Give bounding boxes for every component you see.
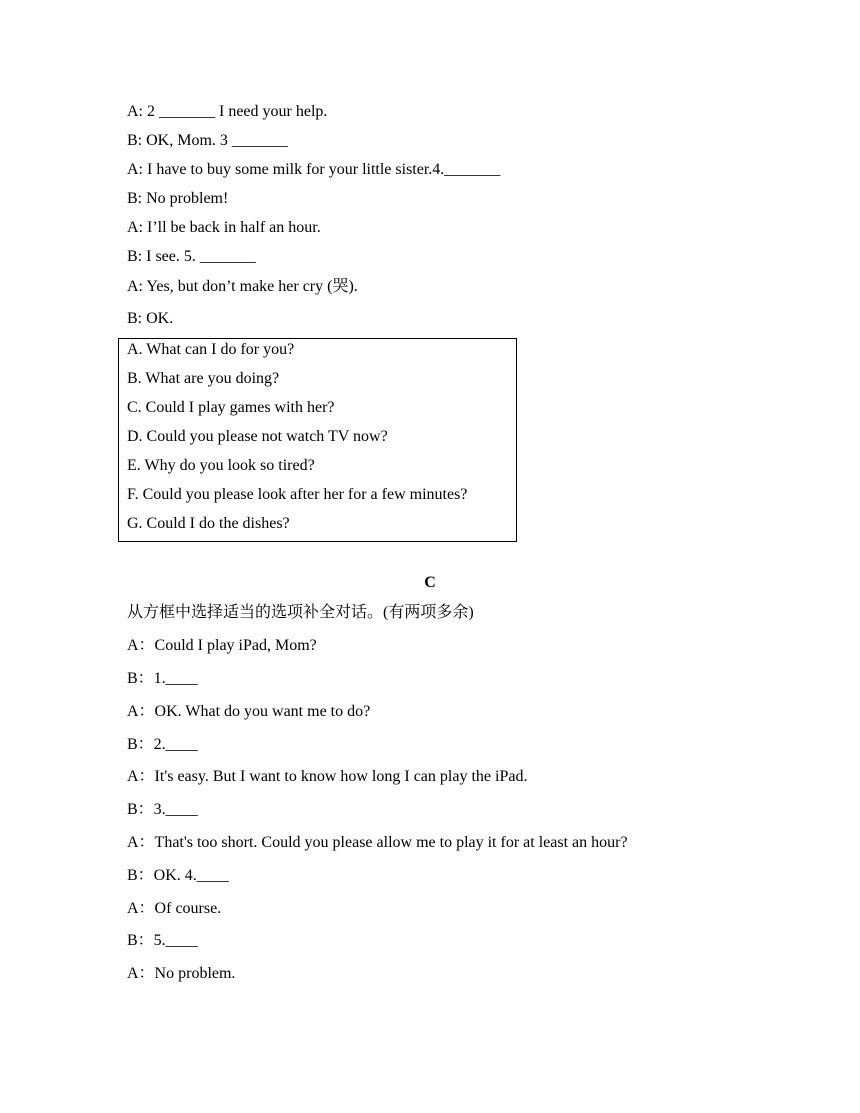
section-instruction: 从方框中选择适当的选项补全对话。(有两项多余) [127, 604, 474, 621]
dialogue-line: B：1.____ [127, 670, 198, 687]
dialogue-line: A：Of course. [127, 900, 222, 917]
dialogue-line: B：OK. 4.____ [127, 867, 229, 884]
option-item: D. Could you please not watch TV now? [127, 428, 388, 445]
dialogue-line: B: I see. 5. _______ [127, 248, 256, 265]
option-item: C. Could I play games with her? [127, 399, 335, 416]
option-item: B. What are you doing? [127, 370, 280, 387]
dialogue-line: B: OK. [127, 310, 174, 327]
option-item: F. Could you please look after her for a few minutes? [127, 486, 468, 503]
dialogue-line: A: I have to buy some milk for your little sister.4._______ [127, 161, 501, 178]
section-title: C [424, 574, 436, 591]
options-box [118, 338, 517, 542]
dialogue-line: A: 2 _______ I need your help. [127, 103, 328, 120]
dialogue-line: A：No problem. [127, 965, 236, 982]
dialogue-line: A: I’ll be back in half an hour. [127, 219, 321, 236]
dialogue-line: A：Could I play iPad, Mom? [127, 637, 317, 654]
dialogue-line: A：OK. What do you want me to do? [127, 703, 371, 720]
dialogue-line: B：3.____ [127, 801, 198, 818]
option-item: E. Why do you look so tired? [127, 457, 315, 474]
dialogue-line: A：That's too short. Could you please allow me to play it for at least an hour? [127, 834, 628, 851]
dialogue-line: B：5.____ [127, 932, 198, 949]
dialogue-line: B: OK, Mom. 3 _______ [127, 132, 288, 149]
dialogue-line: A: Yes, but don’t make her cry (哭). [127, 278, 358, 295]
dialogue-line: B: No problem! [127, 190, 229, 207]
option-item: A. What can I do for you? [127, 341, 295, 358]
dialogue-line: B：2.____ [127, 736, 198, 753]
option-item: G. Could I do the dishes? [127, 515, 290, 532]
dialogue-line: A：It's easy. But I want to know how long I can play the iPad. [127, 768, 528, 785]
